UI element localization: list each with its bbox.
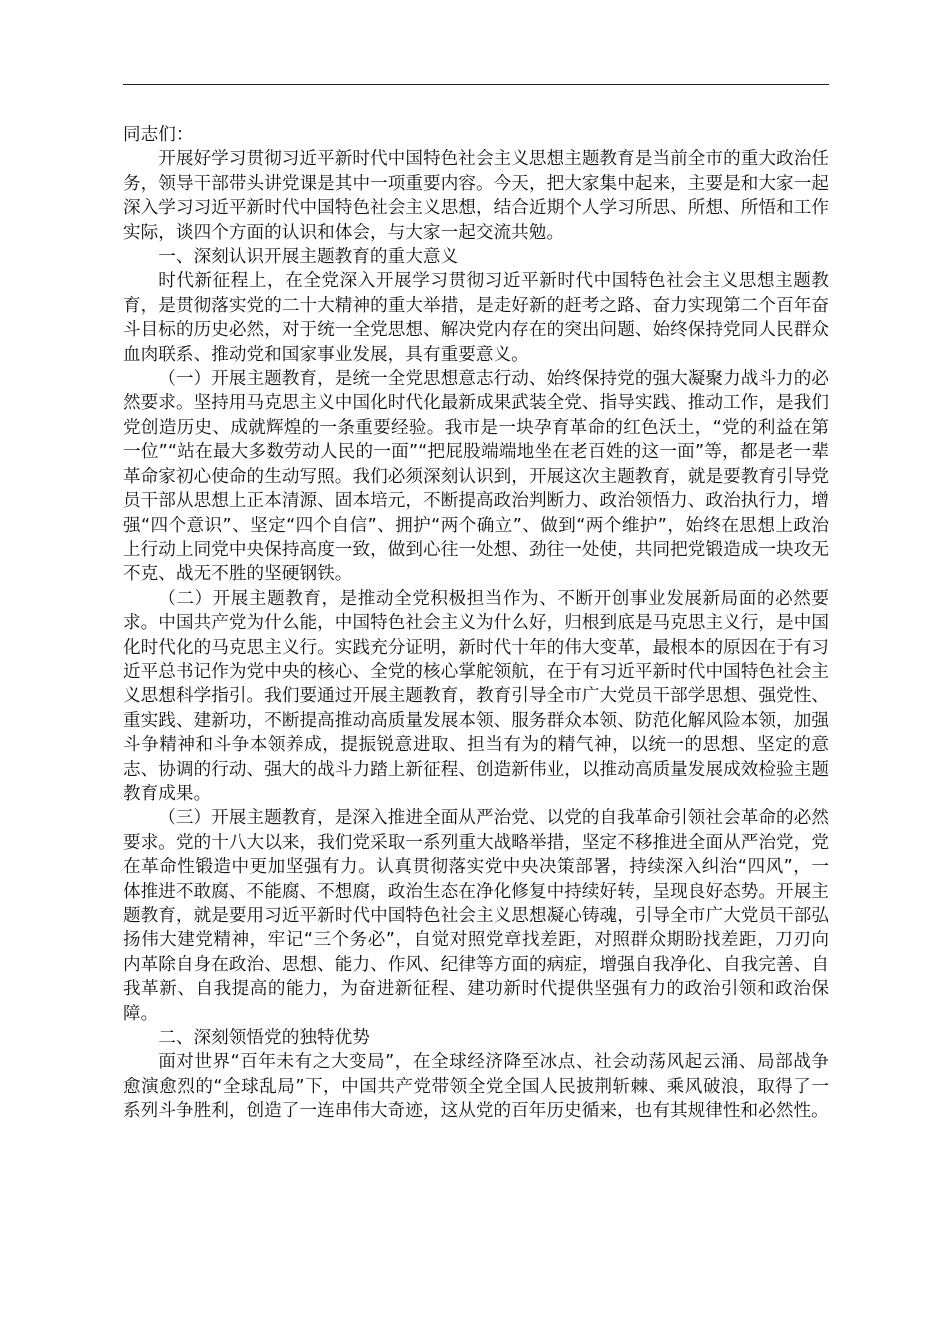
- subsection-3-paragraph: （三）开展主题教育，是深入推进全面从严治党、以党的自我革命引领社会革命的必然要求。党的十八大以来，我们党采取一系列重大战略举措，坚定不移推进全面从严治党，党在革命性锻造中更加坚强有力。认真贯彻落实党中央决策部署，持续深入纠治“四风”，一体推进不敢腐、不能腐、不想腐，政治生态在净化修复中持续好转，呈现良好态势。开展主题教育，就是要用习近平新时代中国特色社会主义思想凝心铸魂，引导全市广大党员干部弘扬伟大建党精神，牢记“三个务必”，自觉对照党章找差距，对照群众期盼找差距，刀刃向内革除自身在政治、思想、能力、作风、纪律等方面的病症，增强自我净化、自我完善、自我革新、自我提高的能力，为奋进新征程、建功新时代提供坚强有力的政治引领和政治保障。: [123, 808, 829, 1024]
- salutation: 同志们：: [123, 125, 194, 145]
- subsection-2-paragraph: （二）开展主题教育，是推动全党积极担当作为、不断开创事业发展新局面的必然要求。中国共产党为什么能，中国特色社会主义为什么好，归根到底是马克思主义行，是中国化时代化的马克思主义行。实践充分证明，新时代十年的伟大变革，最根本的原因在于有习近平总书记作为党中央的核心、全党的核心掌舵领航，在于有习近平新时代中国特色社会主义思想科学指引。我们要通过开展主题教育，教育引导全市广大党员干部学思想、强党性、重实践、建新功，不断提高推动高质量发展本领、服务群众本领、防范化解风险本领，加强斗争精神和斗争本领养成，提振锐意进取、担当有为的精气神，以统一的思想、坚定的意志、协调的行动、强大的战斗力踏上新征程、创造新伟业，以推动高质量发展成效检验主题教育成果。: [123, 588, 829, 804]
- section-1-paragraph: 时代新征程上，在全党深入开展学习贯彻习近平新时代中国特色社会主义思想主题教育，是贯彻落实党的二十大精神的重大举措，是走好新的赶考之路、奋力实现第二个百年奋斗目标的历史必然，对于统一全党思想、解决党内存在的突出问题、始终保持党同人民群众血肉联系、推动党和国家事业发展，具有重要意义。: [123, 271, 829, 365]
- section-heading-2: 二、深刻领悟党的独特优势: [158, 1028, 370, 1049]
- section-heading-1: 一、深刻认识开展主题教育的重大意义: [158, 247, 459, 268]
- document-body: [123, 123, 829, 1124]
- subsection-1-paragraph: （一）开展主题教育，是统一全党思想意志行动、始终保持党的强大凝聚力战斗力的必然要求。坚持用马克思主义中国化时代化最新成果武装全党、指导实践、推动工作，是我们党创造历史、成就辉煌的一条重要经验。我市是一块孕育革命的红色沃土，“党的利益在第一位”“站在最大多数劳动人民的一面”“把屁股端端地坐在老百姓的这一面”等，都是老一辈革命家初心使命的生动写照。我们必须深刻认识到，开展这次主题教育，就是要教育引导党员干部从思想上正本清源、固本培元，不断提高政治判断力、政治领悟力、政治执行力，增强“四个意识”、坚定“四个自信”、拥护“两个确立”、做到“两个维护”，始终在思想上政治上行动上同党中央保持高度一致，做到心往一处想、劲往一处使，共同把党锻造成一块攻无不克、战无不胜的坚硬钢铁。: [123, 369, 829, 585]
- intro-paragraph: 开展好学习贯彻习近平新时代中国特色社会主义思想主题教育是当前全市的重大政治任务，领导干部带头讲党课是其中一项重要内容。今天，把大家集中起来，主要是和大家一起深入学习习近平新时代中国特色社会主义思想，结合近期个人学习所思、所想、所悟和工作实际，谈四个方面的认识和体会，与大家一起交流共勉。: [123, 149, 829, 243]
- header-divider: [123, 84, 829, 85]
- section-2-paragraph: 面对世界“百年未有之大变局”，在全球经济降至冰点、社会动荡风起云涌、局部战争愈演愈烈的“全球乱局”下，中国共产党带领全党全国人民披荆斩棘、乘风破浪，取得了一系列斗争胜利，创造了一连串伟大奇迹，这从党的百年历史循来，也有其规律性和必然性。: [123, 1052, 829, 1122]
